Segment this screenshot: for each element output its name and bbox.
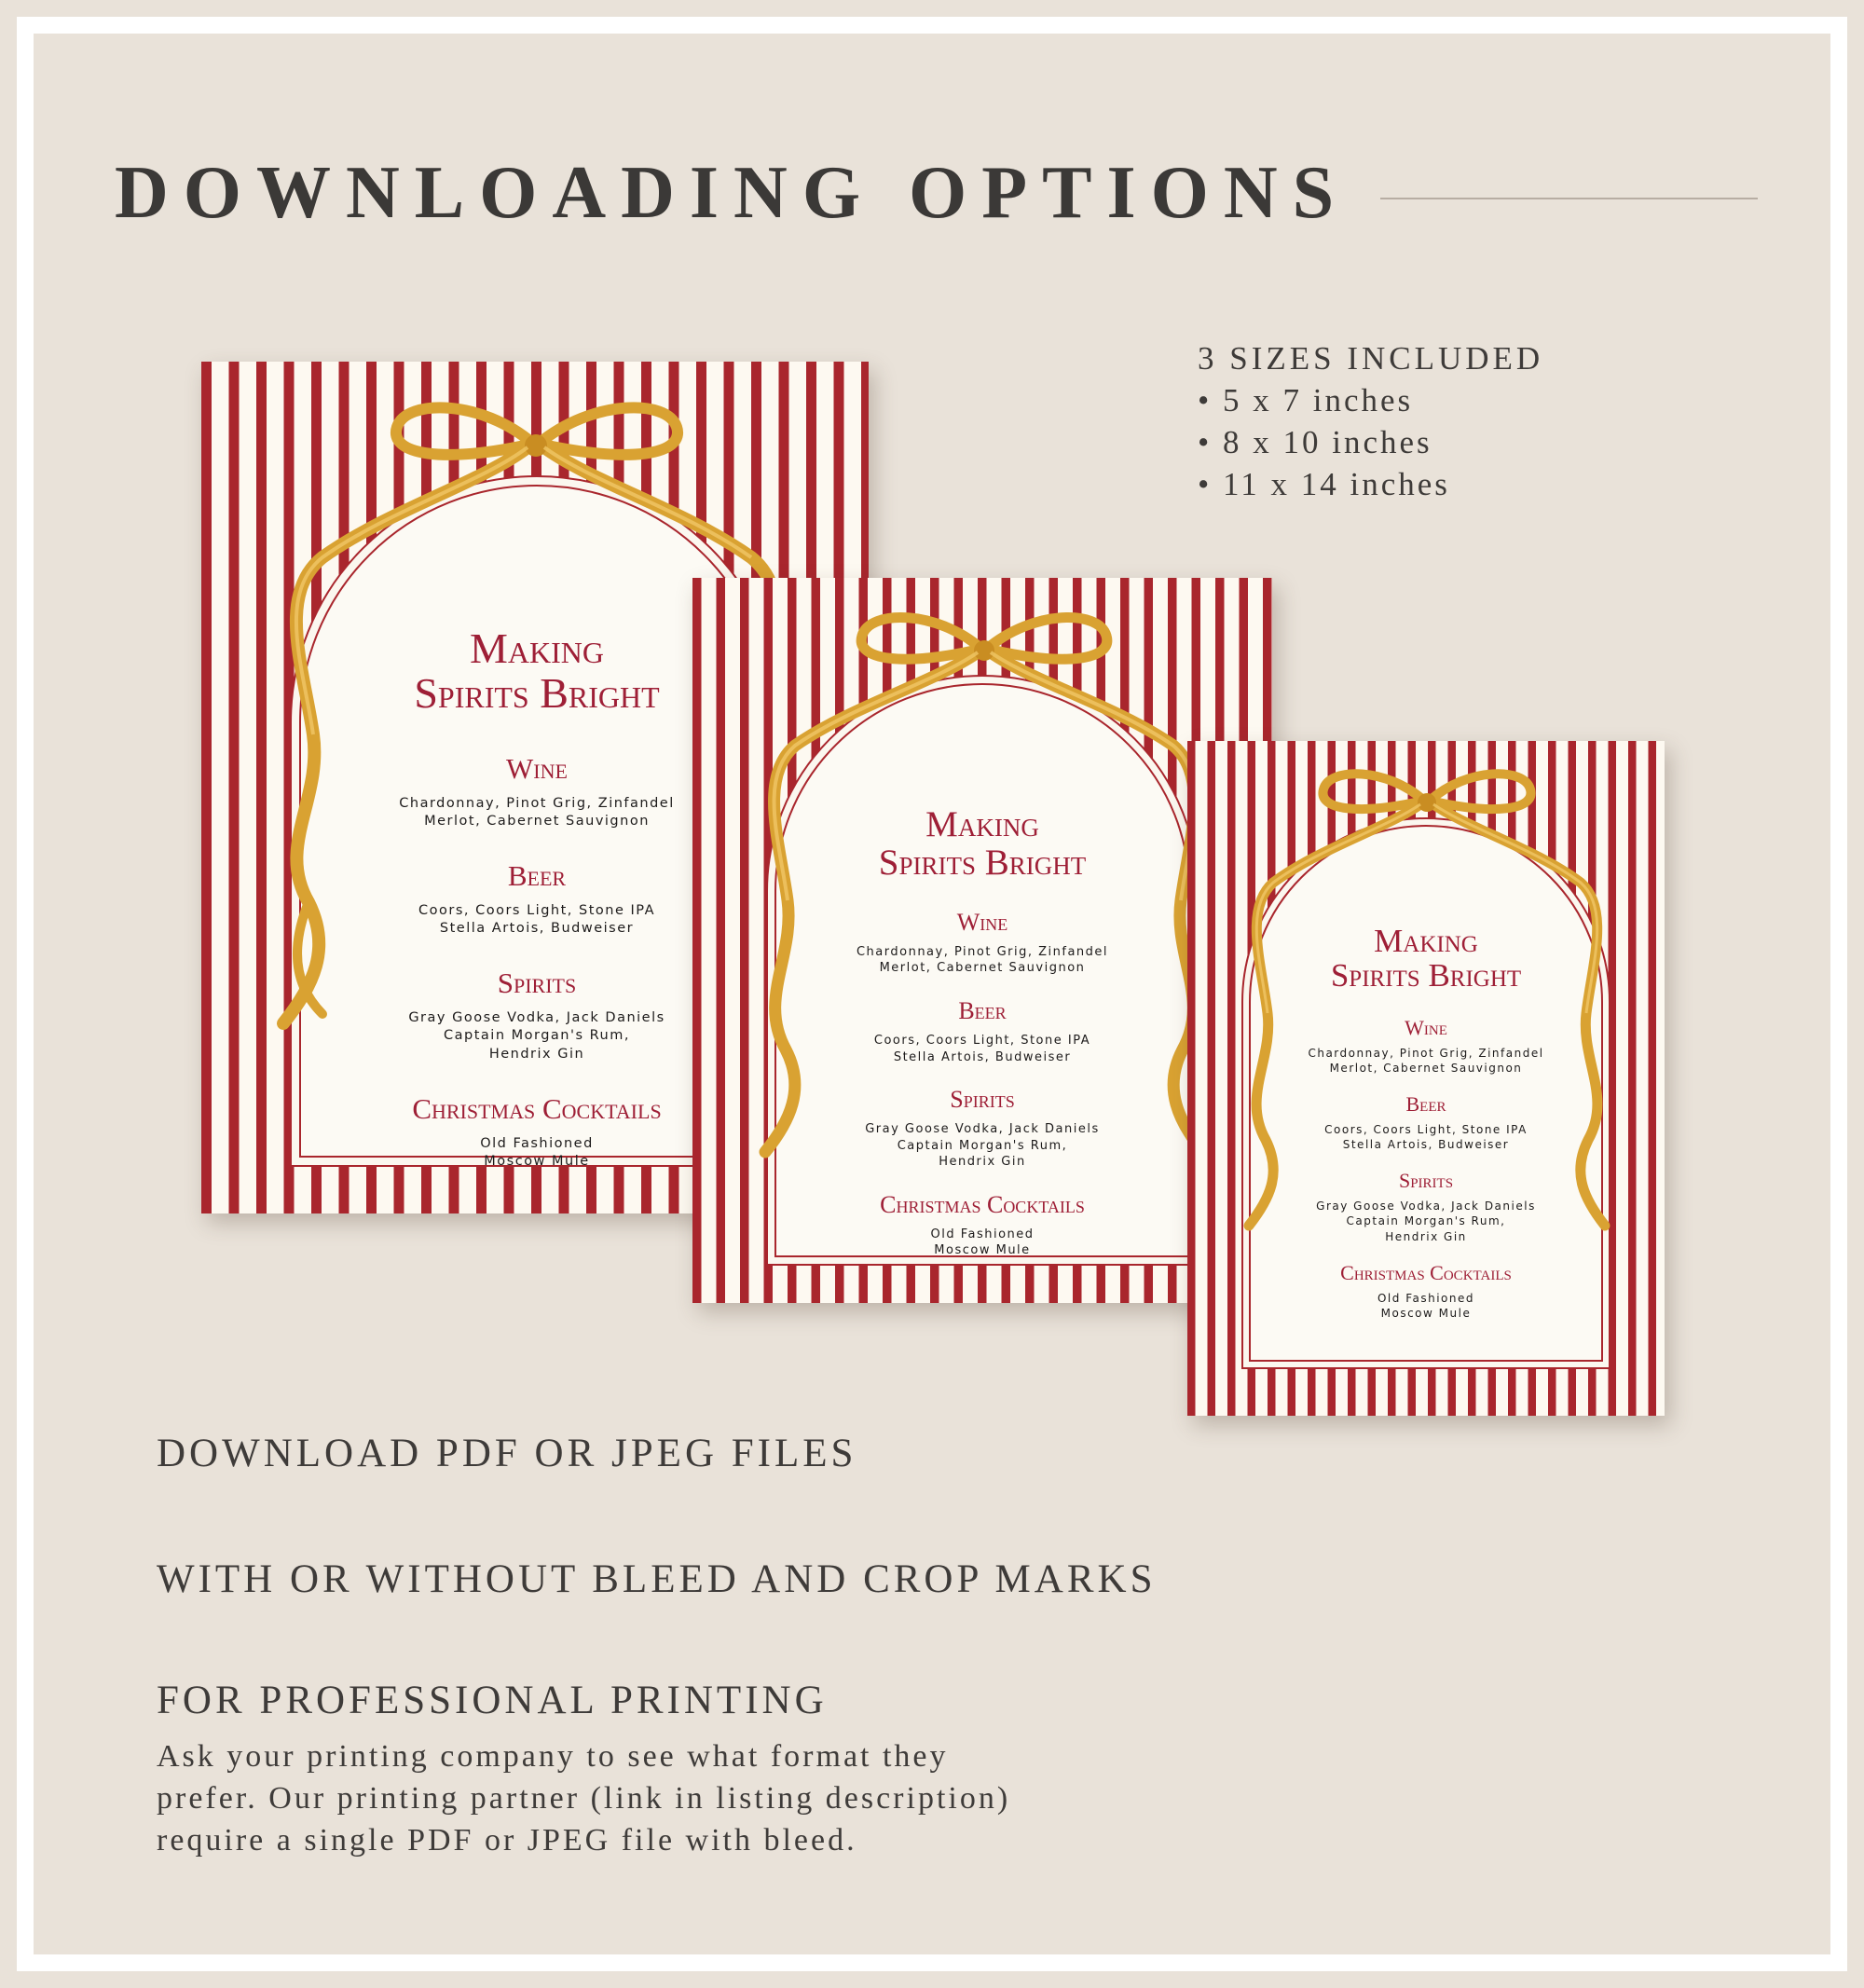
menu-title-line2: Spirits Bright — [414, 669, 660, 718]
menu-line: Gray Goose Vodka, Jack Daniels — [1316, 1200, 1536, 1213]
menu-line: Stella Artois, Budweiser — [439, 921, 635, 937]
sizes-heading: 3 SIZES INCLUDED — [1198, 340, 1544, 377]
section-heading-cocktails: Christmas Cocktails — [1340, 1260, 1512, 1284]
menu-line: Chardonnay, Pinot Grig, Zinfandel — [856, 944, 1109, 959]
section-heading-beer: Beer — [1405, 1091, 1446, 1116]
section-text-spirits — [1316, 1199, 1536, 1244]
section-heading-spirits: Spirits — [950, 1086, 1015, 1114]
menu-line: Captain Morgan's Rum, — [897, 1138, 1068, 1153]
size-item-8x10: • 8 x 10 inches — [1198, 421, 1543, 463]
menu-preview-small — [1187, 741, 1665, 1416]
sizes-list — [1198, 337, 1543, 505]
menu-line: Captain Morgan's Rum, — [1346, 1214, 1506, 1228]
menu-arch — [774, 683, 1190, 1257]
size-item-5x7: • 5 x 7 inches — [1198, 379, 1543, 421]
section-heading-beer: Beer — [507, 858, 567, 892]
menu-line: Gray Goose Vodka, Jack Daniels — [408, 1009, 665, 1025]
menu-arch — [1249, 825, 1603, 1362]
section-text-spirits — [408, 1009, 665, 1064]
menu-line: Coors, Coors Light, Stone IPA — [418, 902, 655, 918]
menu-line: Old Fashioned — [480, 1135, 594, 1151]
menu-line: Coors, Coors Light, Stone IPA — [1324, 1122, 1528, 1136]
printing-line-2: prefer. Our printing partner (link in listing description) — [157, 1781, 1011, 1816]
menu-title-line2: Spirits Bright — [1330, 956, 1522, 994]
menu-line: Chardonnay, Pinot Grig, Zinfandel — [1308, 1046, 1544, 1060]
menu-line: Merlot, Cabernet Sauvignon — [879, 961, 1086, 976]
menu-title-line1: Making — [925, 804, 1039, 844]
section-heading-beer: Beer — [958, 996, 1007, 1024]
menu-line: Stella Artois, Budweiser — [893, 1049, 1072, 1064]
section-heading-spirits: Spirits — [497, 966, 577, 999]
menu-title — [414, 626, 659, 717]
section-heading-wine: Wine — [956, 908, 1008, 936]
menu-line: Captain Morgan's Rum, — [444, 1028, 630, 1044]
section-heading-wine: Wine — [1405, 1015, 1447, 1039]
section-heading-spirits: Spirits — [1398, 1169, 1454, 1193]
bleed-text: WITH OR WITHOUT BLEED AND CROP MARKS — [157, 1557, 1157, 1601]
section-text-wine — [1308, 1046, 1543, 1076]
printing-heading: FOR PROFESSIONAL PRINTING — [157, 1679, 828, 1722]
section-text-wine — [857, 944, 1108, 977]
menu-title-line1: Making — [1374, 923, 1478, 959]
printing-line-1: Ask your printing company to see what format they — [157, 1739, 949, 1774]
menu-title — [1331, 925, 1521, 994]
menu-line: Coors, Coors Light, Stone IPA — [873, 1033, 1091, 1048]
section-text-cocktails — [1377, 1291, 1474, 1321]
menu-line: Hendrix Gin — [939, 1155, 1026, 1170]
menu-title-line2: Spirits Bright — [878, 842, 1087, 883]
section-text-cocktails — [480, 1135, 594, 1172]
menu-title — [879, 806, 1086, 883]
title-divider — [1380, 198, 1758, 199]
menu-line: Hendrix Gin — [1385, 1229, 1467, 1243]
menu-line: Merlot, Cabernet Sauvignon — [424, 814, 650, 829]
menu-line: Hendrix Gin — [488, 1046, 585, 1062]
menu-line: Gray Goose Vodka, Jack Daniels — [865, 1122, 1100, 1137]
menu-line: Stella Artois, Budweiser — [1342, 1138, 1510, 1152]
menu-line: Chardonnay, Pinot Grig, Zinfandel — [399, 795, 675, 811]
menu-title-line1: Making — [469, 624, 604, 672]
section-text-wine — [399, 795, 675, 831]
download-formats-text: DOWNLOAD PDF OR JPEG FILES — [157, 1432, 857, 1475]
size-item-11x14: • 11 x 14 inches — [1198, 463, 1543, 505]
menu-line: Moscow Mule — [484, 1154, 590, 1170]
section-text-beer — [1324, 1122, 1528, 1152]
printing-description — [157, 1735, 1228, 1861]
page-title: DOWNLOADING OPTIONS — [115, 152, 1350, 234]
section-text-cocktails — [930, 1227, 1034, 1259]
section-text-spirits — [865, 1121, 1100, 1171]
menu-line: Moscow Mule — [934, 1243, 1031, 1258]
section-text-beer — [874, 1033, 1090, 1065]
menu-line: Merlot, Cabernet Sauvignon — [1329, 1061, 1523, 1075]
menu-line: Old Fashioned — [1377, 1291, 1474, 1305]
section-heading-cocktails: Christmas Cocktails — [412, 1091, 662, 1125]
menu-line: Old Fashioned — [930, 1227, 1035, 1241]
printing-line-3: require a single PDF or JPEG file with bleed. — [157, 1823, 857, 1858]
menu-preview-medium — [692, 578, 1272, 1303]
section-heading-wine: Wine — [506, 751, 568, 785]
menu-line: Moscow Mule — [1380, 1307, 1472, 1320]
section-text-beer — [418, 902, 655, 939]
section-heading-cocktails: Christmas Cocktails — [880, 1190, 1085, 1218]
